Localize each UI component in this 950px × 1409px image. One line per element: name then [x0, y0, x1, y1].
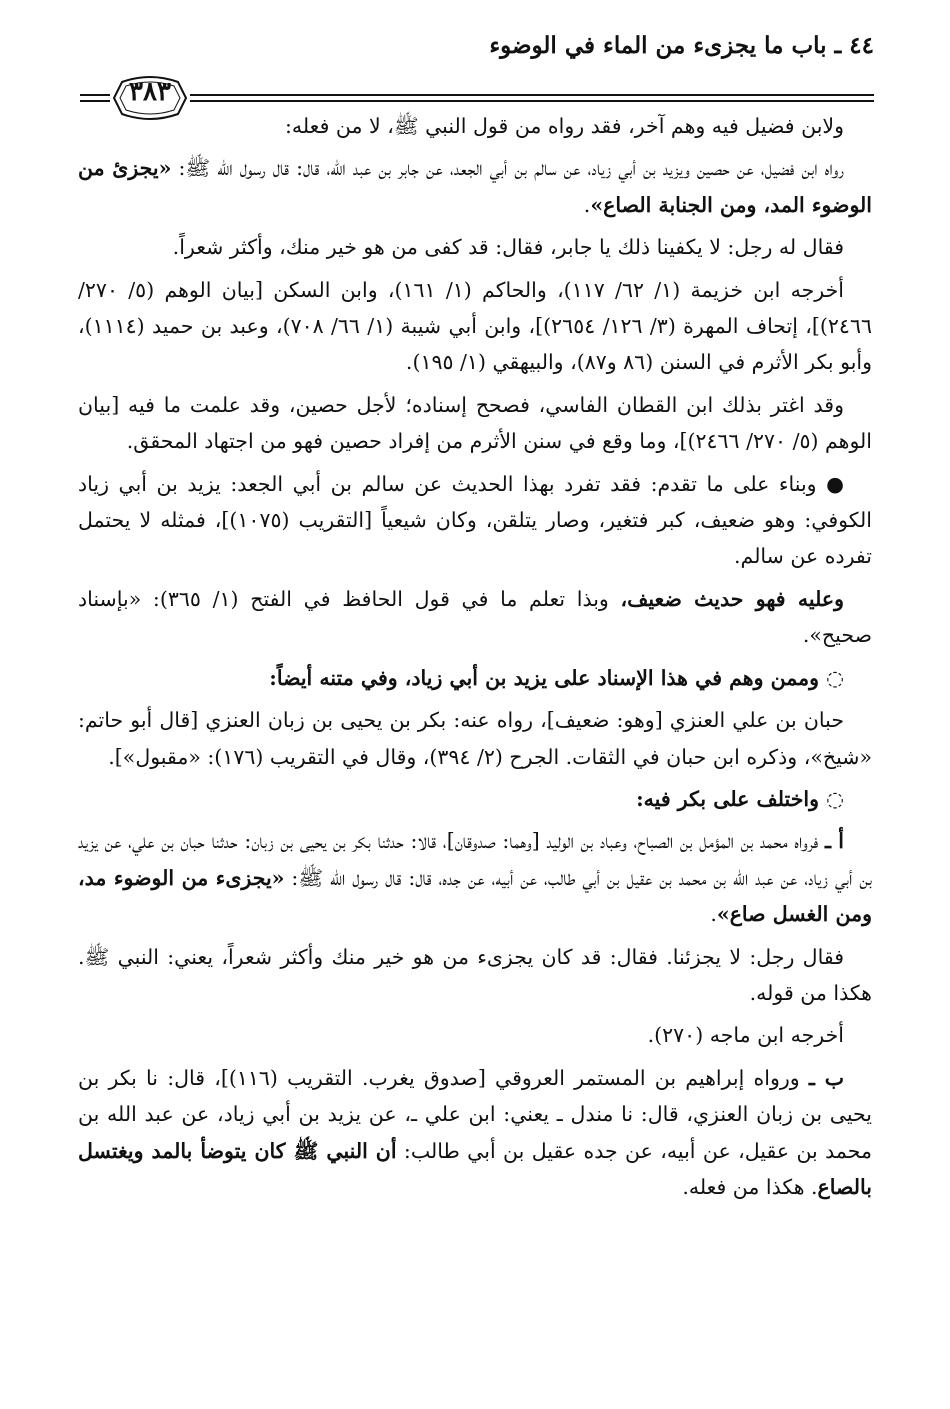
- paragraph: [78, 702, 872, 775]
- text-run: .: [583, 192, 591, 217]
- bold-text: ب ـ: [808, 1065, 844, 1090]
- bold-text: «يجزىء من الوضوء مد، ومن الغسل صاع»: [78, 865, 872, 927]
- text-run: فقال رجل: لا يجزئنا. فقال: قد كان يجزىء من هو خير منك وأكثر شعراً، يعني: النبي ﷺ. هكذا من قوله.: [78, 944, 872, 1005]
- bold-text: أ ـ: [824, 829, 844, 854]
- text-run: ● وبناء على ما تقدم: فقد تفرد بهذا الحديث عن سالم بن أبي الجعد: يزيد بن أبي زياد الكوفي: وهو ضعيف، كبر فتغير، وصار يتلقن، وكان شيعياً [التقريب (١٠٧٥)]، فمثله لا يحتمل تفرده عن سالم.: [78, 471, 872, 569]
- page-header: [80, 30, 874, 107]
- paragraph: [78, 108, 872, 144]
- paragraph: [78, 387, 872, 460]
- text-run: ورواه إبراهيم بن المستمر العروقي [صدوق يغرب. التقريب (١١٦)]، قال: نا بكر بن يحيى بن زبان العنزي، قال: نا مندل ـ يعني: ابن علي ـ، عن يزيد بن أبي زياد، عن عبد الله بن محمد بن عقيل، عن أبيه، عن جده عقيل بن أبي طالب:: [78, 1065, 872, 1163]
- paragraph: [78, 150, 872, 223]
- text-run: حبان بن علي العنزي [وهو: ضعيف]، رواه عنه: بكر بن يحيى بن زبان العنزي [قال أبو حاتم: «شيخ»، وذكره ابن حبان في الثقات. الجرح (٢/ ٣٩٤)، وقال في التقريب (١٧٦): «مقبول»].: [78, 708, 872, 769]
- text-run: فرواه محمد بن المؤمل بن الصباح، وعباد بن الوليد [وهما: صدوقان]، قالا: حدثنا بكر بن يحيى بن زبان: حدثنا حبان بن علي، عن يزيد بن أبي زياد، عن عبد الله بن محمد بن عقيل بن أبي طالب، عن أبيه، عن جده، قال: قال رسول الله ﷺ:: [78, 829, 872, 890]
- text-run: وبذا تعلم ما في قول الحافظ في الفتح (١/ ٣٦٥): «بإسناد صحيح».: [78, 586, 872, 648]
- paragraph: [78, 823, 872, 932]
- bold-text: أن النبي ﷺ كان يتوضأ بالمد ويغتسل بالصاع: [78, 1138, 872, 1199]
- text-run: رواه ابن فضيل، عن حصين ويزيد بن أبي زياد، عن سالم بن أبي الجعد، عن جابر بن عبد الله، قال: قال رسول الله ﷺ:: [171, 156, 844, 181]
- paragraph: [78, 660, 872, 696]
- text-run: أخرجه ابن خزيمة (١/ ٦٢/ ١١٧)، والحاكم (١/ ١٦١)، وابن السكن [بيان الوهم (٥/ ٢٧٠/ ٢٤٦٦)]، إتحاف المهرة (٣/ ١٢٦/ ٢٦٥٤)]، وابن أبي شيبة (١/ ٦٦/ ٧٠٨)، وعبد بن حميد (١١١٤)، وأبو بكر الأثرم في السنن (٨٦ و٨٧)، والبيهقي (١/ ١٩٥).: [78, 277, 872, 375]
- body-text: [78, 108, 872, 1211]
- bold-text: ◌ واختلف على بكر فيه:: [636, 786, 844, 811]
- bold-text: «يجزئ من الوضوء المد، ومن الجنابة الصاع»: [78, 156, 872, 217]
- header-rule: [190, 100, 874, 102]
- header-rule: [190, 94, 874, 96]
- page-number: ٣٨٣: [129, 77, 171, 107]
- header-rule: [80, 94, 110, 96]
- paragraph: [78, 781, 872, 817]
- header-rule: [80, 100, 110, 102]
- bold-text: وعليه فهو حديث ضعيف،: [620, 586, 844, 611]
- paragraph: [78, 939, 872, 1012]
- paragraph: [78, 229, 872, 265]
- bold-text: ◌ وممن وهم في هذا الإسناد على يزيد بن أبي زياد، وفي متنه أيضاً:: [269, 665, 844, 690]
- paragraph: [78, 1060, 872, 1206]
- paragraph: [78, 272, 872, 381]
- paragraph: [78, 581, 872, 654]
- paragraph: [78, 466, 872, 575]
- chapter-title: ٤٤ ـ باب ما يجزىء من الماء في الوضوء: [489, 32, 874, 59]
- text-run: فقال له رجل: لا يكفينا ذلك يا جابر، فقال: قد كفى من هو خير منك، وأكثر شعراً.: [172, 235, 844, 260]
- paragraph: [78, 1017, 872, 1053]
- text-run: أخرجه ابن ماجه (٢٧٠).: [647, 1023, 844, 1048]
- text-run: .: [710, 902, 717, 927]
- text-run: . هكذا من فعله.: [682, 1174, 818, 1199]
- text-run: وقد اغتر بذلك ابن القطان الفاسي، فصحح إسناده؛ لأجل حصين، وقد علمت ما فيه [بيان الوهم (٥/ ٢٧٠/ ٢٤٦٦)]، وما وقع في سنن الأثرم من إفراد حصين فهو من اجتهاد المحقق.: [78, 392, 872, 454]
- text-run: ولابن فضيل فيه وهم آخر، فقد رواه من قول النبي ﷺ، لا من فعله:: [285, 114, 844, 138]
